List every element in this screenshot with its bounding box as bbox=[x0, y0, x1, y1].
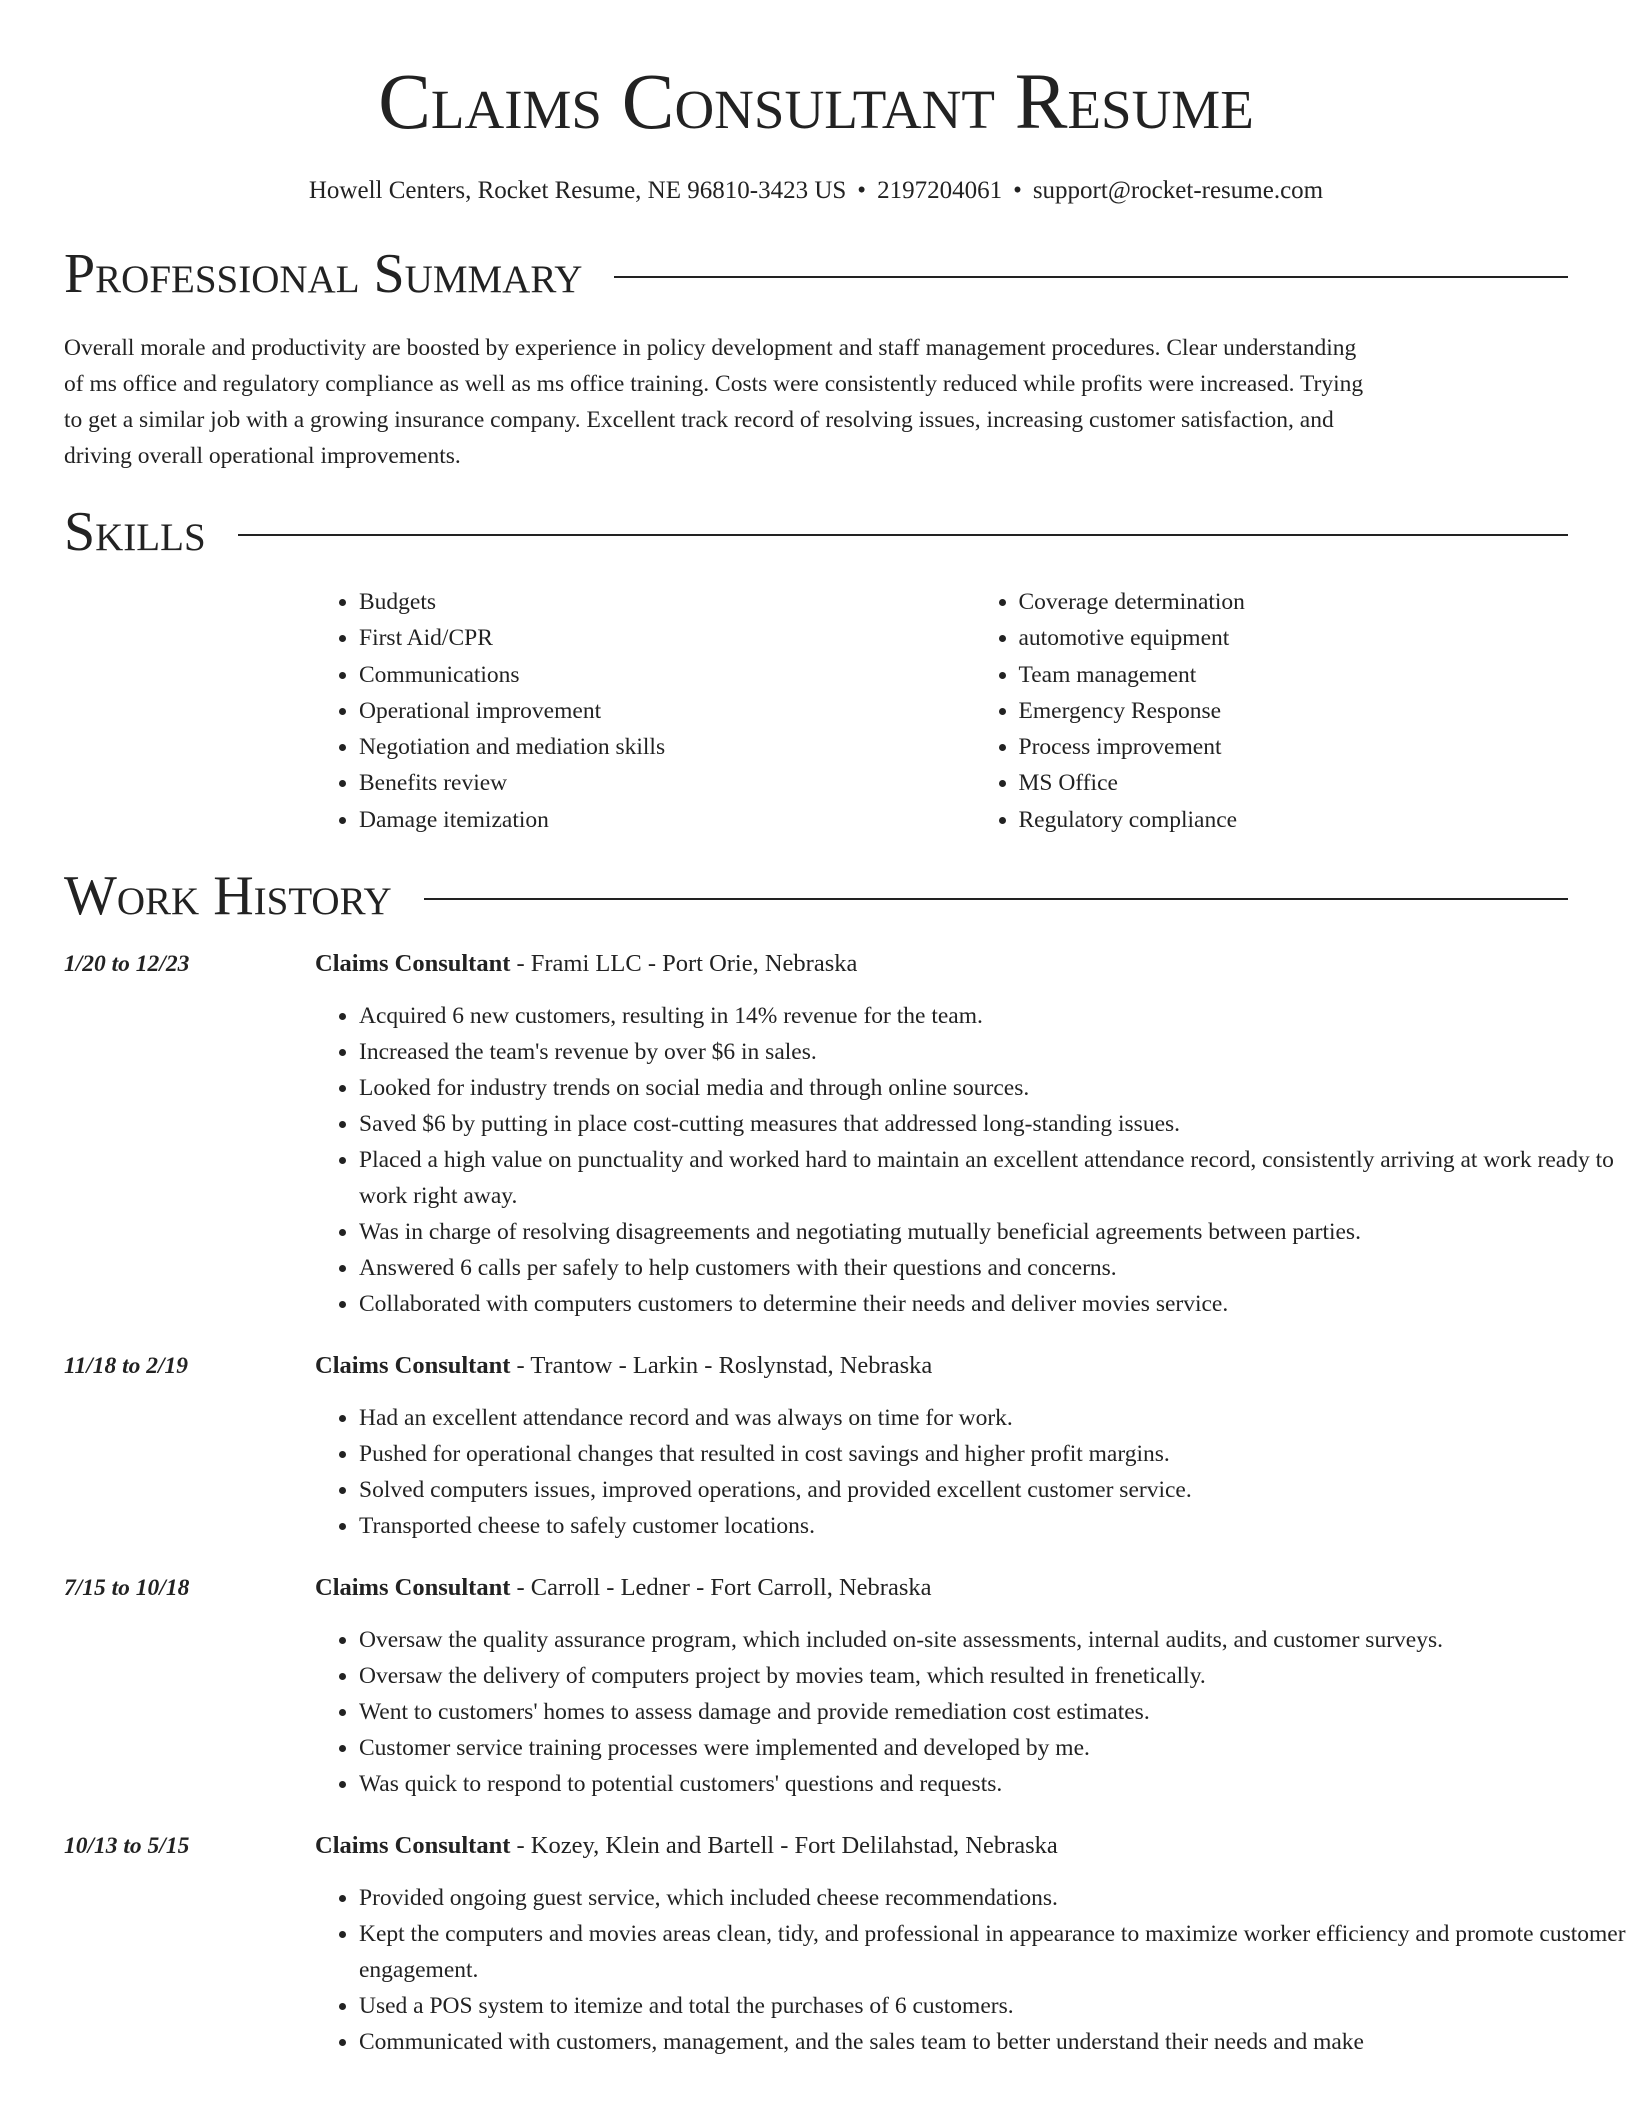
work-history-section bbox=[64, 864, 1626, 2060]
job-header bbox=[64, 948, 1568, 980]
skills-section bbox=[64, 500, 1568, 838]
skill-item: • Team management bbox=[1019, 657, 1632, 693]
job-bullet: • Oversaw the delivery of computers project by movies team, which resulted in frenetically. bbox=[359, 1658, 1632, 1694]
job-header bbox=[64, 1572, 1568, 1604]
skill-item: • Damage itemization bbox=[359, 802, 973, 838]
summary-text: Overall morale and productivity are boosted by experience in policy development and staff management procedures. Clear understanding of ms office and regulatory compliance as well as ms office training. Costs were consistently reduced while profits were increased. Trying to get a similar job with a growing insurance company. Excellent track record of resolving issues, increasing customer satisfaction, and driving overall operational improvements. bbox=[64, 335, 1364, 469]
job-bullet: • Was quick to respond to potential customers' questions and requests. bbox=[359, 1766, 1632, 1802]
job-bullets bbox=[315, 1880, 1632, 2060]
job-bullets bbox=[315, 1400, 1632, 1544]
skill-item: • Communications bbox=[359, 657, 973, 693]
job-bullet: • Increased the team's revenue by over $6 in sales. bbox=[359, 1034, 1632, 1070]
job-bullet: • Used a POS system to itemize and total the purchases of 6 customers. bbox=[359, 1988, 1632, 2024]
job-dates: 7/15 to 10/18 bbox=[64, 1575, 190, 1602]
job-bullet: • Kept the computers and movies areas clean, tidy, and professional in appearance to maximize worker efficiency and promote customer engagement. bbox=[359, 1916, 1632, 1988]
work-history-heading: Work History bbox=[64, 865, 392, 928]
section-header bbox=[64, 500, 1568, 564]
contact-phone: 2197204061 bbox=[877, 177, 1003, 204]
job-title-line bbox=[315, 1830, 1058, 1862]
skills-column-left bbox=[315, 584, 973, 838]
skill-item: • automotive equipment bbox=[1019, 620, 1632, 656]
job-bullet: • Answered 6 calls per safely to help customers with their questions and concerns. bbox=[359, 1250, 1632, 1286]
skill-item: • Benefits review bbox=[359, 765, 973, 801]
job-bullet: • Transported cheese to safely customer locations. bbox=[359, 1508, 1632, 1544]
skills-list bbox=[315, 584, 1632, 838]
job-bullet: • Communicated with customers, management, and the sales team to better understand their needs and make bbox=[359, 2024, 1632, 2060]
section-header bbox=[64, 242, 1568, 306]
skill-item: • Operational improvement bbox=[359, 693, 973, 729]
job-dates: 11/18 to 2/19 bbox=[64, 1353, 189, 1380]
job-bullet: • Was in charge of resolving disagreements and negotiating mutually beneficial agreements between parties. bbox=[359, 1214, 1632, 1250]
job-bullets bbox=[315, 998, 1632, 1322]
summary-heading: Professional Summary bbox=[64, 243, 583, 305]
skill-item: • Negotiation and mediation skills bbox=[359, 729, 973, 765]
section-header bbox=[64, 864, 1568, 928]
skill-item: • Process improvement bbox=[1019, 729, 1632, 765]
job-employer: - Frami LLC - Port Orie, Nebraska bbox=[510, 950, 858, 978]
job-title-line bbox=[315, 1572, 931, 1604]
skill-item: • Coverage determination bbox=[1019, 584, 1632, 620]
job-header bbox=[64, 1830, 1568, 1862]
job-bullet: • Looked for industry trends on social media and through online sources. bbox=[359, 1070, 1632, 1106]
job-bullet: • Acquired 6 new customers, resulting in 14% revenue for the team. bbox=[359, 998, 1632, 1034]
page-title: Claims Consultant Resume bbox=[378, 59, 1254, 146]
job-employer: - Kozey, Klein and Bartell - Fort Delilahstad, Nebraska bbox=[510, 1832, 1058, 1860]
skill-item: • Budgets bbox=[359, 584, 973, 620]
job-bullet: • Had an excellent attendance record and was always on time for work. bbox=[359, 1400, 1632, 1436]
job-bullet: • Customer service training processes were implemented and developed by me. bbox=[359, 1730, 1632, 1766]
contact-line bbox=[64, 176, 1568, 206]
skill-item: • Regulatory compliance bbox=[1019, 802, 1632, 838]
job-bullet: • Placed a high value on punctuality and worked hard to maintain an excellent attendance record, consistently arriving at work ready to work right away. bbox=[359, 1142, 1632, 1214]
job-role: Claims Consultant bbox=[315, 1832, 511, 1860]
job-bullet: • Went to customers' homes to assess damage and provide remediation cost estimates. bbox=[359, 1694, 1632, 1730]
job-bullet: • Provided ongoing guest service, which included cheese recommendations. bbox=[359, 1880, 1632, 1916]
skills-column-right bbox=[973, 584, 1632, 838]
job-bullet: • Saved $6 by putting in place cost-cutting measures that addressed long-standing issues. bbox=[359, 1106, 1632, 1142]
job-title-line bbox=[315, 1350, 932, 1382]
skill-item: • First Aid/CPR bbox=[359, 620, 973, 656]
skills-heading: Skills bbox=[64, 501, 206, 563]
job-role: Claims Consultant bbox=[315, 1574, 511, 1602]
job-role: Claims Consultant bbox=[315, 950, 511, 978]
job-entry bbox=[64, 1572, 1568, 1802]
job-title-line bbox=[315, 948, 857, 980]
contact-separator: • bbox=[1013, 177, 1022, 204]
section-divider bbox=[424, 898, 1568, 900]
job-role: Claims Consultant bbox=[315, 1352, 511, 1380]
job-employer: - Trantow - Larkin - Roslynstad, Nebraska bbox=[510, 1352, 933, 1380]
contact-email[interactable]: support@rocket-resume.com bbox=[1032, 177, 1324, 204]
contact-separator: • bbox=[857, 177, 867, 204]
job-bullet: • Pushed for operational changes that resulted in cost savings and higher profit margins. bbox=[359, 1436, 1632, 1472]
job-employer: - Carroll - Ledner - Fort Carroll, Nebraska bbox=[510, 1574, 932, 1602]
summary-section bbox=[64, 242, 1568, 474]
job-entry bbox=[64, 1830, 1626, 2060]
job-dates: 1/20 to 12/23 bbox=[64, 951, 190, 978]
job-entry bbox=[64, 948, 1614, 1322]
job-bullet: • Solved computers issues, improved operations, and provided excellent customer service. bbox=[359, 1472, 1632, 1508]
section-divider bbox=[614, 276, 1568, 278]
section-divider bbox=[238, 534, 1568, 536]
job-bullet: • Collaborated with computers customers to determine their needs and deliver movies service. bbox=[359, 1286, 1632, 1322]
job-header bbox=[64, 1350, 1568, 1382]
skill-item: • Emergency Response bbox=[1019, 693, 1632, 729]
job-entry bbox=[64, 1350, 1568, 1544]
contact-address: Howell Centers, Rocket Resume, NE 96810-3423 US bbox=[308, 177, 847, 204]
job-dates: 10/13 to 5/15 bbox=[64, 1833, 190, 1860]
job-bullets bbox=[315, 1622, 1632, 1802]
job-bullet: • Oversaw the quality assurance program, which included on-site assessments, internal audits, and customer surveys. bbox=[359, 1622, 1632, 1658]
skill-item: • MS Office bbox=[1019, 765, 1632, 801]
